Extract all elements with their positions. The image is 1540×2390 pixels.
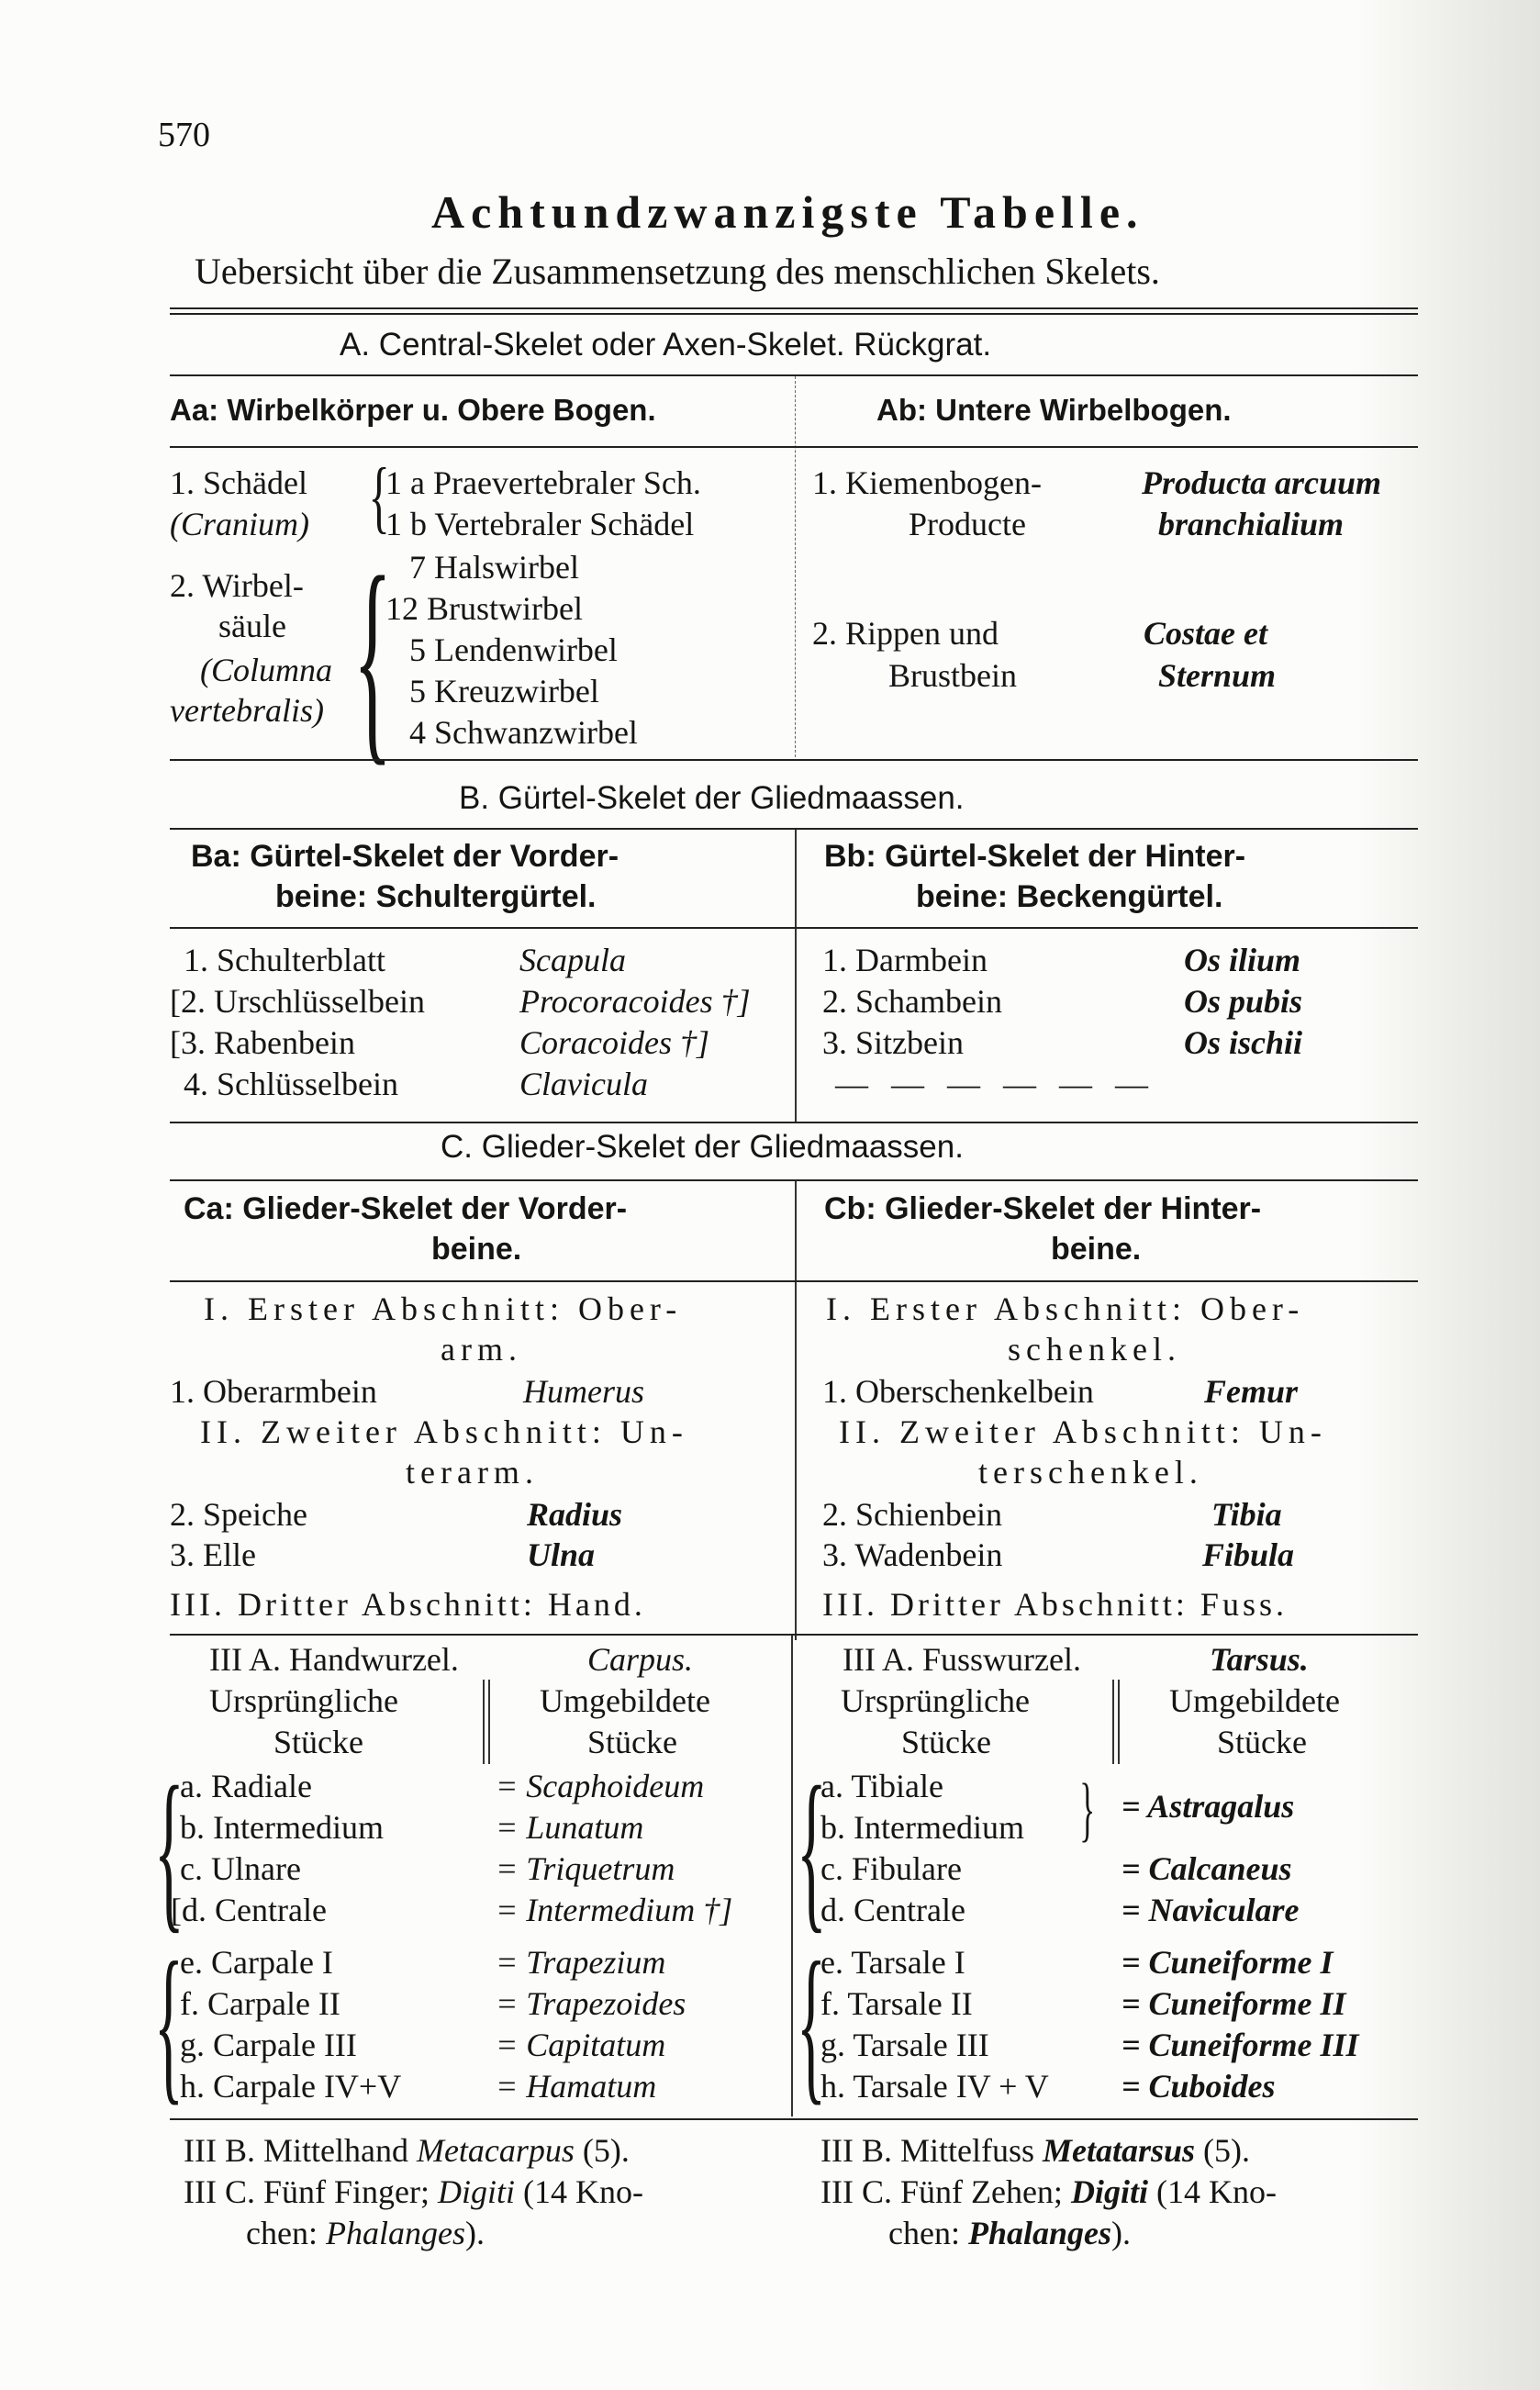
- pelvis-row: 3. Sitzbein: [822, 1024, 964, 1061]
- leg-lower-heading-2: terschenkel.: [978, 1454, 1203, 1491]
- column-divider: [795, 830, 797, 1123]
- metatarsus-latin: Metatarsus: [1042, 2132, 1196, 2169]
- tarsus-row: e. Tarsale I: [820, 1944, 965, 1981]
- metacarpus-line: [184, 2134, 630, 2167]
- leg-upper-heading-2: schenkel.: [1008, 1331, 1181, 1368]
- section-c-heading: C. Glieder-Skelet der Gliedmaassen.: [441, 1129, 964, 1165]
- carpus-row: a. Radiale: [180, 1768, 312, 1804]
- shoulder-row: 4. Schlüsselbein: [184, 1066, 398, 1102]
- vertebra-row: 12 Brustwirbel: [385, 590, 583, 627]
- tarsus-row: g. Tarsale III: [820, 2027, 989, 2063]
- pelvis-row: 1. Darmbein: [822, 942, 988, 978]
- section-cb-heading-2: beine.: [1051, 1232, 1142, 1267]
- rule: [170, 759, 1418, 761]
- vertebra-row: 7 Halswirbel: [409, 549, 579, 586]
- tarsus-row-latin: = Cuneiforme I: [1122, 1944, 1334, 1981]
- tarsus-original-head-2: Stücke: [901, 1724, 991, 1760]
- toes-count: (14 Kno-: [1155, 2173, 1277, 2210]
- section-a-heading: A. Central-Skelet oder Axen-Skelet. Rückgrat.: [340, 327, 992, 363]
- arm-lower-heading: II. Zweiter Abschnitt: Un-: [200, 1413, 688, 1450]
- ribs-latin: Costae et: [1144, 615, 1267, 652]
- shoulder-row-latin: Clavicula: [519, 1066, 648, 1102]
- arm-bone-latin: Humerus: [523, 1373, 644, 1410]
- shoulder-row-latin: Scapula: [519, 942, 626, 978]
- column-divider: [795, 376, 796, 757]
- carpus-heading: III A. Handwurzel.: [209, 1641, 459, 1678]
- gill-arch-latin-2: branchialium: [1158, 506, 1345, 542]
- gill-arch-label-2: Producte: [909, 506, 1026, 542]
- carpus-changed-head: Umgebildete: [540, 1682, 710, 1719]
- section-bb-heading: Bb: Gürtel-Skelet der Hinter-: [824, 839, 1246, 874]
- brace: }: [1079, 1769, 1096, 1848]
- carpus-row-latin: = Lunatum: [496, 1809, 644, 1846]
- double-rule: [1112, 1680, 1114, 1764]
- leg-bone-row: 3. Wadenbein: [822, 1536, 1003, 1573]
- carpus-row: e. Carpale I: [180, 1944, 333, 1981]
- rule: [170, 2118, 1418, 2120]
- arm-lower-heading-2: terarm.: [406, 1454, 539, 1491]
- leg-upper-heading: I. Erster Abschnitt: Ober-: [826, 1290, 1305, 1327]
- tarsus-row-latin: = Naviculare: [1122, 1892, 1300, 1928]
- pelvis-row-latin: Os pubis: [1184, 983, 1303, 1020]
- toes-latin: Digiti: [1070, 2173, 1148, 2210]
- carpus-row-latin: = Hamatum: [496, 2068, 657, 2105]
- section-aa-heading: Aa: Wirbelkörper u. Obere Bogen.: [170, 393, 656, 427]
- double-rule: [1118, 1680, 1120, 1764]
- metacarpus-label: III B. Mittelhand: [184, 2132, 408, 2169]
- rule: [170, 313, 1418, 315]
- page-subtitle: Uebersicht über die Zusammensetzung des menschlichen Skelets.: [195, 251, 1160, 292]
- section-ca-heading: Ca: Glieder-Skelet der Vorder-: [184, 1191, 628, 1226]
- tarsus-original-head: Ursprüngliche: [841, 1682, 1030, 1719]
- shoulder-row: [3. Rabenbein: [170, 1024, 355, 1061]
- brace: {: [154, 1750, 184, 1949]
- tarsus-row-latin: = Cuboides: [1122, 2068, 1276, 2105]
- toes-bones-latin: Phalanges: [967, 2215, 1111, 2251]
- section-b-heading: B. Gürtel-Skelet der Gliedmaassen.: [459, 780, 965, 816]
- page-title: Achtundzwanzigste Tabelle.: [431, 186, 1144, 238]
- section-bb-heading-2: beine: Beckengürtel.: [916, 879, 1223, 914]
- tarsus-changed-head-2: Stücke: [1217, 1724, 1307, 1760]
- double-rule: [483, 1680, 485, 1764]
- carpus-row-latin: = Trapezium: [496, 1944, 666, 1981]
- tarsus-row-latin: = Calcaneus: [1122, 1850, 1292, 1887]
- rule: [170, 1280, 1418, 1282]
- carpus-row-latin: = Capitatum: [496, 2027, 666, 2063]
- metatarsus-line: [820, 2134, 1250, 2167]
- carpus-original-head-2: Stücke: [273, 1724, 363, 1760]
- ribs-latin-2: Sternum: [1158, 657, 1277, 694]
- metatarsus-count: (5).: [1203, 2132, 1251, 2169]
- section-ba-heading: Ba: Gürtel-Skelet der Vorder-: [191, 839, 619, 874]
- section-ba-heading-2: beine: Schultergürtel.: [275, 879, 597, 914]
- pelvis-row-dashes: — — — — — —: [835, 1066, 1155, 1102]
- fingers-line-2: [246, 2217, 485, 2250]
- pelvis-row-latin: Os ilium: [1184, 942, 1301, 978]
- gill-arch-latin: Producta arcuum: [1142, 464, 1382, 501]
- carpus-heading-latin: Carpus.: [587, 1641, 694, 1678]
- section-ab-heading: Ab: Untere Wirbelbogen.: [876, 393, 1232, 427]
- foot-heading: III. Dritter Abschnitt: Fuss.: [822, 1586, 1288, 1623]
- carpus-row-latin: = Triquetrum: [496, 1850, 675, 1887]
- spine-latin-2: vertebralis): [170, 692, 324, 729]
- metacarpus-latin: Metacarpus: [416, 2132, 575, 2169]
- carpus-row: [d. Centrale: [171, 1892, 327, 1928]
- pelvis-row-latin: Os ischii: [1184, 1024, 1303, 1061]
- page-number: 570: [158, 116, 210, 154]
- carpus-row: h. Carpale IV+V: [180, 2068, 402, 2105]
- toes-bones-label: chen:: [888, 2215, 960, 2251]
- double-rule: [488, 1680, 490, 1764]
- tarsus-row: a. Tibiale: [820, 1768, 944, 1804]
- rule: [170, 446, 1418, 448]
- metatarsus-label: III B. Mittelfuss: [820, 2132, 1034, 2169]
- ribs-label: 2. Rippen und: [812, 615, 999, 652]
- toes-label: III C. Fünf Zehen;: [820, 2173, 1063, 2210]
- fingers-bones-label: chen:: [246, 2215, 318, 2251]
- fingers-bones-end: ).: [464, 2215, 485, 2251]
- carpus-row-latin: = Intermedium †]: [496, 1892, 733, 1928]
- section-cb-heading: Cb: Glieder-Skelet der Hinter-: [824, 1191, 1262, 1226]
- tarsus-changed-head: Umgebildete: [1169, 1682, 1340, 1719]
- tarsus-row: c. Fibulare: [820, 1850, 962, 1887]
- shoulder-row-latin: Procoracoides †]: [519, 983, 751, 1020]
- tarsus-row: b. Intermedium: [820, 1809, 1024, 1846]
- arm-bone-row: 2. Speiche: [170, 1496, 307, 1533]
- leg-bone-row: 2. Schienbein: [822, 1496, 1002, 1533]
- leg-bone-latin: Femur: [1204, 1373, 1299, 1410]
- carpus-row: c. Ulnare: [180, 1850, 301, 1887]
- toes-line: [820, 2175, 1277, 2208]
- fingers-label: III C. Fünf Finger;: [184, 2173, 430, 2210]
- hand-heading: III. Dritter Abschnitt: Hand.: [170, 1586, 646, 1623]
- tarsus-row-latin: = Cuneiforme II: [1122, 1985, 1346, 2022]
- skull-latin: (Cranium): [170, 506, 309, 542]
- arm-bone-latin: Radius: [527, 1496, 623, 1533]
- rule: [170, 307, 1418, 309]
- tarsus-heading: III A. Fusswurzel.: [843, 1641, 1081, 1678]
- fingers-line: [184, 2175, 643, 2208]
- brace: {: [797, 1927, 826, 2120]
- arm-upper-heading-2: arm.: [441, 1331, 522, 1368]
- fingers-count: (14 Kno-: [523, 2173, 643, 2210]
- section-ca-heading-2: beine.: [431, 1232, 522, 1267]
- carpus-row: b. Intermedium: [180, 1809, 384, 1846]
- rule: [170, 1634, 1418, 1636]
- rule: [170, 374, 1418, 376]
- toes-line-2: [888, 2217, 1131, 2250]
- tarsus-row: h. Tarsale IV + V: [820, 2068, 1049, 2105]
- leg-bone-latin: Tibia: [1211, 1496, 1282, 1533]
- arm-bone-row: 1. Oberarmbein: [170, 1373, 377, 1410]
- rule: [170, 1122, 1418, 1123]
- tarsus-heading-latin: Tarsus.: [1210, 1641, 1309, 1678]
- carpus-row: g. Carpale III: [180, 2027, 357, 2063]
- toes-bones-end: ).: [1111, 2215, 1131, 2251]
- ribs-label-2: Brustbein: [888, 657, 1017, 694]
- shoulder-row: 1. Schulterblatt: [184, 942, 385, 978]
- spine-label: 2. Wirbel-: [170, 567, 304, 604]
- column-divider: [791, 1636, 793, 2116]
- leg-bone-latin: Fibula: [1202, 1536, 1295, 1573]
- carpus-original-head: Ursprüngliche: [209, 1682, 398, 1719]
- rule: [170, 927, 1418, 929]
- leg-bone-row: 1. Oberschenkelbein: [822, 1373, 1094, 1410]
- skull-part-1a: 1 a Praevertebraler Sch.: [385, 464, 701, 501]
- brace: {: [797, 1750, 827, 1949]
- brace: {: [368, 452, 390, 542]
- shoulder-row-latin: Coracoides †]: [519, 1024, 709, 1061]
- skull-label: 1. Schädel: [170, 464, 307, 501]
- carpus-row-latin: = Trapezoides: [496, 1985, 686, 2022]
- spine-latin: (Columna: [200, 652, 332, 688]
- rule: [170, 1179, 1418, 1181]
- gill-arch-label: 1. Kiemenbogen-: [812, 464, 1042, 501]
- fingers-bones-latin: Phalanges: [325, 2215, 465, 2251]
- fingers-latin: Digiti: [437, 2173, 515, 2210]
- metacarpus-count: (5).: [582, 2132, 630, 2169]
- carpus-changed-head-2: Stücke: [587, 1724, 677, 1760]
- tarsus-row-latin: = Astragalus: [1122, 1788, 1295, 1825]
- shoulder-row: [2. Urschlüsselbein: [170, 983, 425, 1020]
- leg-lower-heading: II. Zweiter Abschnitt: Un-: [839, 1413, 1327, 1450]
- carpus-row: f. Carpale II: [180, 1985, 340, 2022]
- tarsus-row-latin: = Cuneiforme III: [1122, 2027, 1359, 2063]
- spine-label-2: säule: [218, 608, 286, 644]
- arm-bone-latin: Ulna: [527, 1536, 596, 1573]
- vertebra-row: 4 Schwanzwirbel: [409, 714, 638, 751]
- skull-part-1b: 1 b Vertebraler Schädel: [385, 506, 695, 542]
- vertebra-row: 5 Kreuzwirbel: [409, 673, 599, 709]
- tarsus-row: f. Tarsale II: [820, 1985, 973, 2022]
- column-divider: [795, 1181, 797, 1640]
- arm-upper-heading: I. Erster Abschnitt: Ober-: [204, 1290, 683, 1327]
- arm-bone-row: 3. Elle: [170, 1536, 256, 1573]
- brace: {: [353, 530, 392, 785]
- rule: [170, 828, 1418, 830]
- pelvis-row: 2. Schambein: [822, 983, 1002, 1020]
- carpus-row-latin: = Scaphoideum: [496, 1768, 705, 1804]
- brace: {: [154, 1927, 184, 2120]
- tarsus-row: d. Centrale: [820, 1892, 965, 1928]
- vertebra-row: 5 Lendenwirbel: [409, 631, 618, 668]
